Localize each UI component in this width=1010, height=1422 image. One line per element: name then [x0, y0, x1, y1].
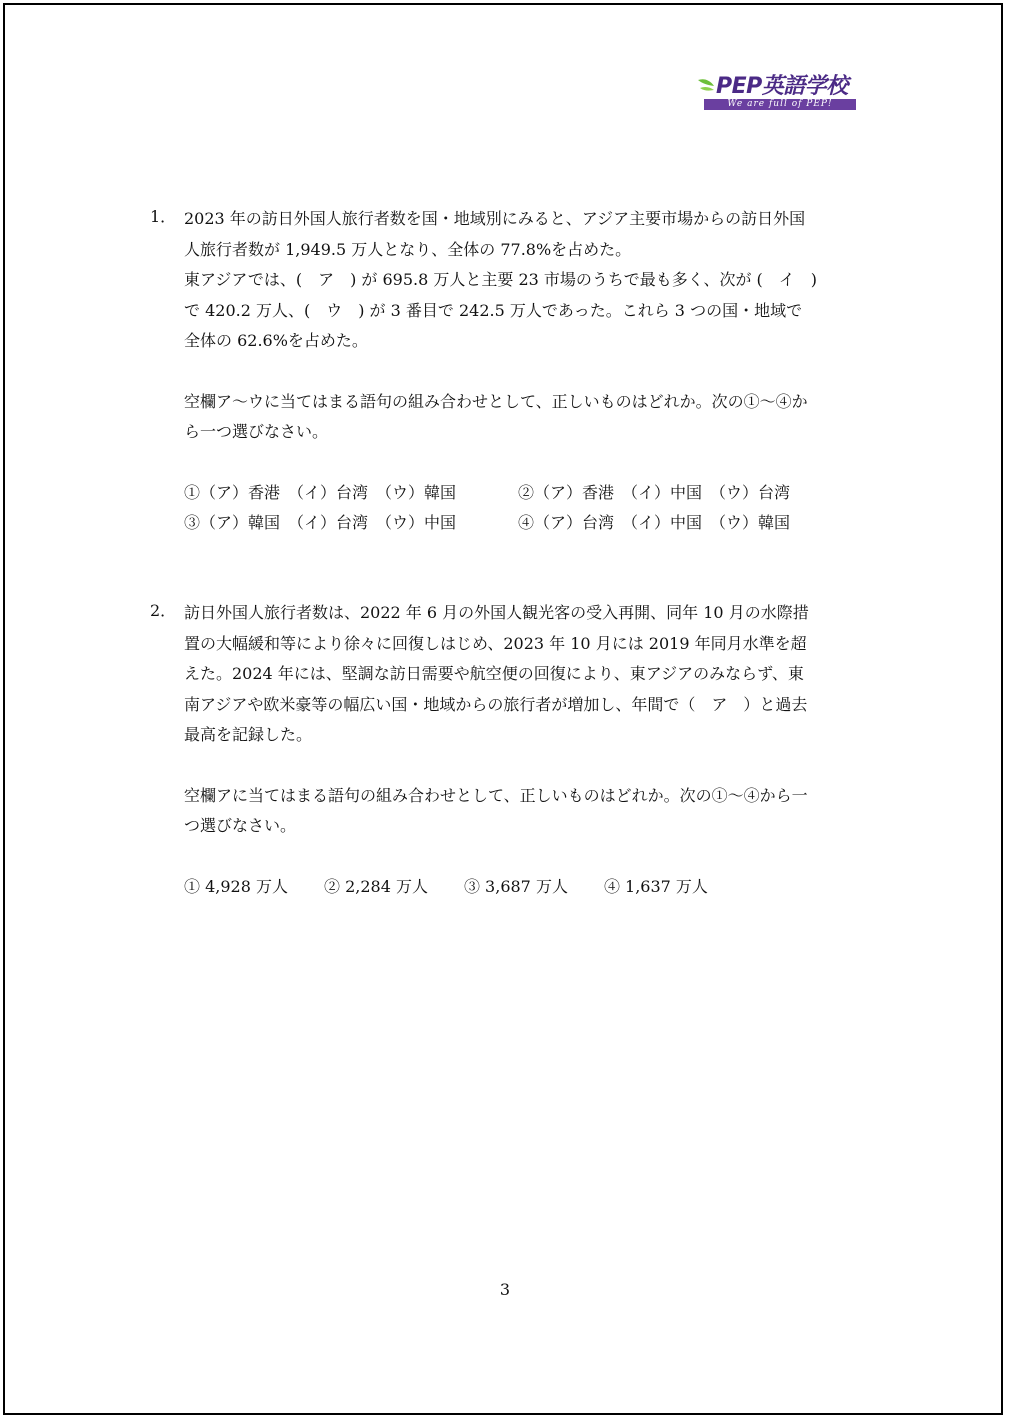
question-1 [150, 204, 865, 539]
options-row [184, 872, 865, 903]
question-text-line: 全体の 62.6%を占めた。 [184, 331, 368, 350]
page-number: 3 [499, 1280, 511, 1299]
question-number: 2． [150, 601, 177, 620]
option-2: ② 2,284 万人 [323, 876, 428, 896]
pep-logo [696, 74, 860, 112]
instruction-line: つ選びなさい。 [184, 816, 297, 835]
question-text-line: えた。2024 年には、堅調な訪日需要や航空便の回復により、東アジアのみならず、東 [184, 664, 804, 683]
question-text-line: 最高を記録した。 [184, 725, 313, 744]
options-row [184, 508, 865, 539]
question-text-line: 人旅行者数が 1,949.5 万人となり、全体の 77.8%を占めた。 [184, 239, 632, 259]
instruction-line: 空欄アに当てはまる語句の組み合わせとして、正しいものはどれか。次の①～④から一 [184, 785, 808, 805]
option-4: ④（ア）台湾 （イ）中国 （ウ）韓国 [518, 513, 791, 532]
instruction-line: ら一つ選びなさい。 [184, 422, 329, 441]
question-text-line: で 420.2 万人、( ウ ) が 3 番目で 242.5 万人であった。これら 3 つの国・地域で [184, 300, 803, 320]
option-1: ① 4,928 万人 [184, 876, 288, 896]
option-2: ②（ア）香港 （イ）中国 （ウ）台湾 [518, 482, 791, 502]
question-text-line: 東アジアでは、( ア ) が 695.8 万人と主要 23 市場のうちで最も多く、次が ( イ ) [184, 270, 818, 289]
question-text-line: 置の大幅緩和等により徐々に回復しはじめ、2023 年 10 月には 2019 年同月水準を超 [184, 633, 807, 653]
question-2 [150, 598, 865, 902]
option-1: ①（ア）香港 （イ）台湾 （ウ）韓国 [184, 482, 457, 502]
logo-tagline: We are full of PEP! [704, 99, 856, 110]
question-text-line: 南アジアや欧米豪等の幅広い国・地域からの旅行者が増加し、年間で（ ア ）と過去 [184, 694, 808, 714]
question-number: 1． [150, 207, 177, 226]
logo-title: PEP英語学校 [716, 74, 848, 99]
question-text-line: 2023 年の訪日外国人旅行者数を国・地域別にみると、アジア主要市場からの訪日外国 [184, 209, 806, 228]
options-row [184, 478, 865, 509]
instruction-line: 空欄ア～ウに当てはまる語句の組み合わせとして、正しいものはどれか。次の①～④か [184, 391, 808, 411]
option-3: ③ 3,687 万人 [463, 876, 568, 896]
option-3: ③（ア）韓国 （イ）台湾 （ウ）中国 [184, 513, 457, 532]
option-4: ④ 1,637 万人 [603, 876, 708, 896]
question-text-line: 訪日外国人旅行者数は、2022 年 6 月の外国人観光客の受入再開、同年 10 月の水際措 [184, 603, 809, 622]
